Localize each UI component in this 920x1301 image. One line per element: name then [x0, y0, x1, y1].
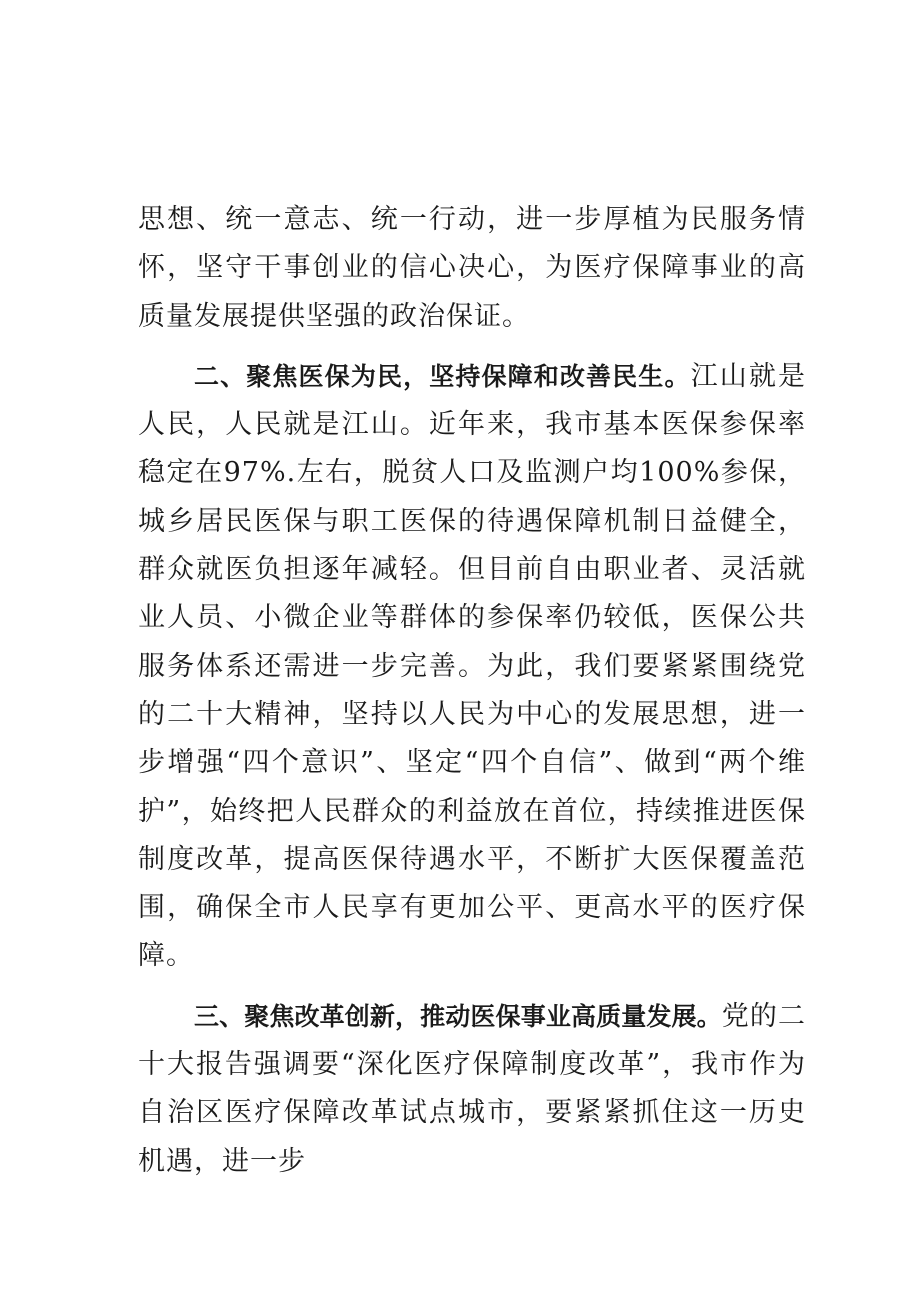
- document-body: [138, 196, 806, 1186]
- paragraph-continued: [138, 196, 806, 341]
- paragraph-text: 党的二十大报告强调要“深化医疗保障制度改革”，我市作为自治区医疗保障改革试点城市，要紧紧抓住这一历史机遇，进一步: [138, 1000, 806, 1177]
- paragraph-section-two: [138, 353, 806, 981]
- section-heading: 二、聚焦医保为民，坚持保障和改善民生。: [194, 361, 691, 391]
- section-heading: 三、聚焦改革创新，推动医保事业高质量发展。: [194, 1001, 722, 1031]
- paragraph-text: 江山就是人民，人民就是江山。近年来，我市基本医保参保率稳定在97%.左右，脱贫人口及监测户均100%参保，城乡居民医保与职工医保的待遇保障机制日益健全，群众就医负担逐年减轻。但目前自由职业者、灵活就业人员、小微企业等群体的参保率仍较低，医保公共服务体系还需进一步完善。为此，我们要紧紧围绕党的二十大精神，坚持以人民为中心的发展思想，进一步增强“四个意识”、坚定“四个自信”、做到“两个维护”，始终把人民群众的利益放在首位，持续推进医保制度改革，提高医保待遇水平，不断扩大医保覆盖范围，确保全市人民享有更加公平、更高水平的医疗保障。: [138, 360, 807, 972]
- paragraph-text: 思想、统一意志、统一行动，进一步厚植为民服务情怀，坚守干事创业的信心决心，为医疗保障事业的高质量发展提供坚强的政治保证。: [138, 204, 806, 332]
- paragraph-section-three: [138, 993, 806, 1186]
